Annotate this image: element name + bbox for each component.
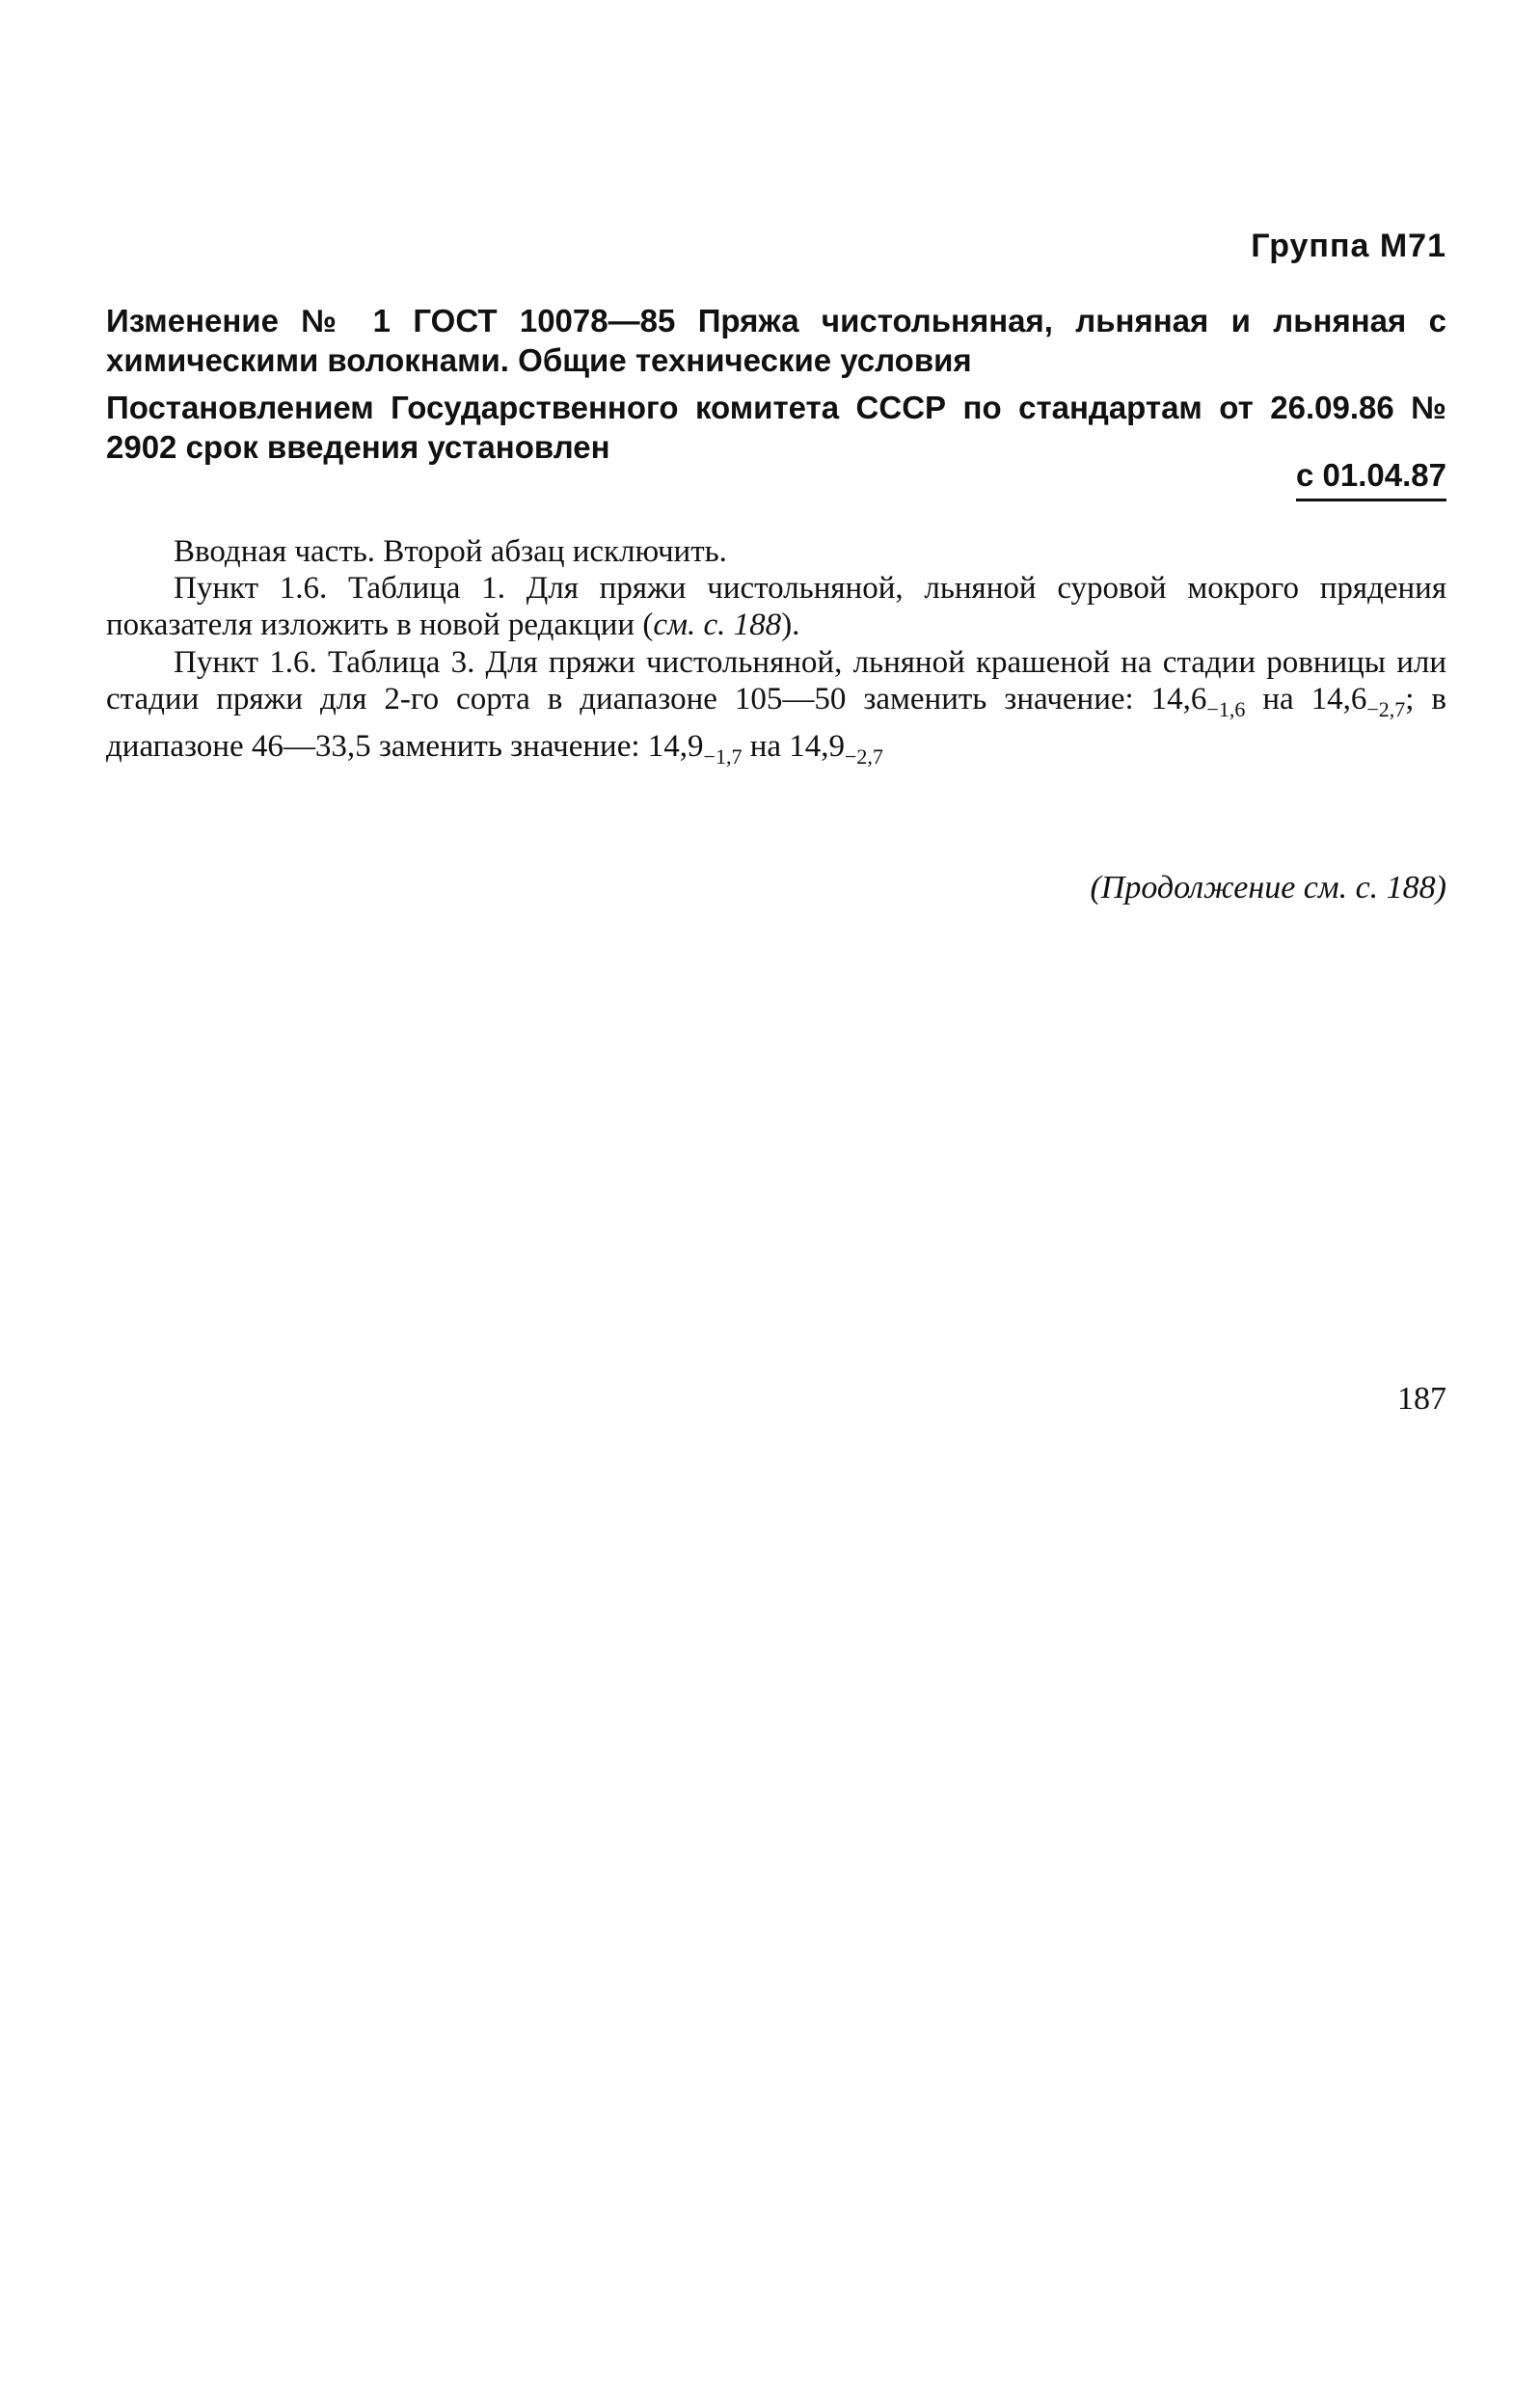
document-page [106, 0, 1446, 2406]
new-value-2-tolerance: −2,7 [845, 744, 883, 769]
new-value-2: 14,9 [789, 729, 846, 764]
continuation-note: (Продолжение см. с. 188) [1090, 870, 1446, 906]
paragraph-table3-text: Пункт 1.6. Таблица 3. Для пряжи чистольняной, льняной крашеной на стадии ровницы или стадии пряжи для 2-го сорта в диапазоне 105—50 заменить значение: [106, 645, 1446, 716]
group-label: Группа М71 [1251, 228, 1446, 264]
effective-date: с 01.04.87 [1296, 455, 1446, 501]
paragraph-intro-text: Вводная часть. Второй абзац исключить. [174, 534, 727, 569]
decree-text: Постановлением Государственного комитета СССР по стандартам от 26.09.86 № 2902 срок введения установлен [106, 390, 1446, 465]
paragraph-table3: Пункт 1.6. Таблица 3. Для пряжи чистольняной, льняной крашеной на стадии ровницы или стадии пряжи для 2-го сорта в диапазоне 105—50 заменить значение: $14,6_{-1,6}$ на $14,6_{-2,7}$; в диапазоне 46—33,5 заменить значение: $14,9_{-1,7}$ на $14,9_{-2,7}$ [106, 645, 1446, 769]
paragraph-table1-end: ). [781, 608, 800, 642]
paragraph-intro [106, 533, 1446, 570]
old-value-2-tolerance: −1,7 [703, 744, 743, 769]
paragraph-table1-text: Пункт 1.6. Таблица 1. Для пряжи чистольняной, льняной суровой мокрого прядения показателя изложить в новой редакции ( [106, 571, 1446, 642]
old-value-2: 14,9 [647, 729, 704, 764]
old-value-1-tolerance: −1,6 [1206, 697, 1246, 721]
new-value-1-tolerance: −2,7 [1366, 697, 1406, 721]
page-number: 187 [1397, 1381, 1446, 1417]
page-reference: см. с. 188 [653, 608, 782, 642]
old-value-1: 14,6 [1150, 682, 1207, 716]
paragraph-table1 [106, 570, 1446, 643]
amendment-title: Изменение № 1 ГОСТ 10078—85 Пряжа чистольняная, льняная и льняная с химическими волокнами. Общие технические условия [106, 303, 1446, 378]
new-value-1: 14,6 [1310, 682, 1367, 716]
